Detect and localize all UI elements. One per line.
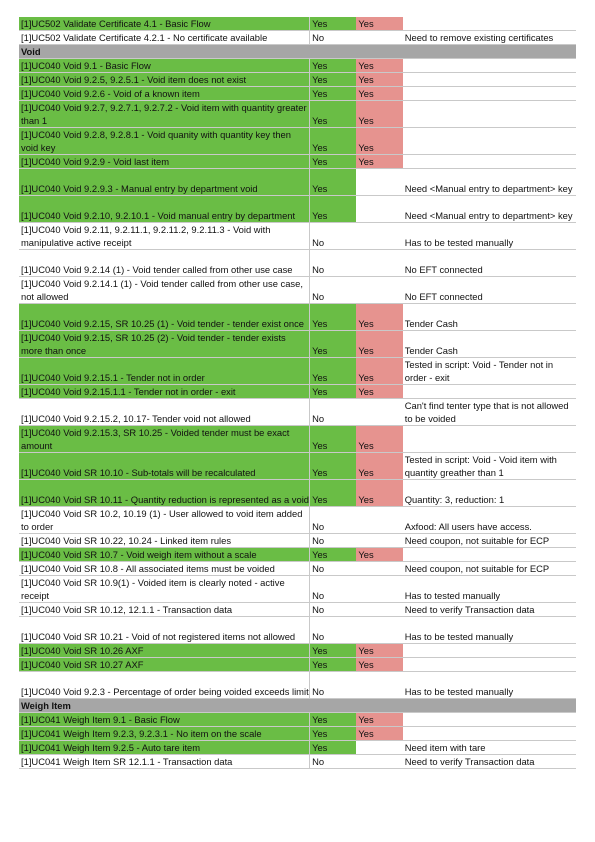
comment-cell: [403, 87, 576, 101]
table-row: [19, 385, 576, 399]
test-case-name: [1]UC040 Void 9.2.15, SR 10.25 (1) - Void tender - tender exist once: [19, 304, 310, 331]
comment-cell: [403, 426, 576, 453]
automated-cell: No: [310, 534, 357, 548]
automated-cell: No: [310, 250, 357, 277]
table-row: [19, 713, 576, 727]
table-row: [19, 169, 576, 196]
result-cell: Yes: [356, 358, 402, 385]
test-case-name: [1]UC040 Void SR 10.2, 10.19 (1) - User allowed to void item added to order: [19, 507, 310, 534]
comment-cell: No EFT connected: [403, 277, 576, 304]
test-case-name: [1]UC502 Validate Certificate 4.2.1 - No certificate available: [19, 31, 310, 45]
table-row: [19, 223, 576, 250]
test-case-name: [1]UC040 Void 9.2.8, 9.2.8.1 - Void quanity with quantity key then void key: [19, 128, 310, 155]
automated-cell: No: [310, 277, 357, 304]
section-title: Weigh Item: [19, 699, 576, 713]
comment-cell: [403, 727, 576, 741]
test-case-name: [1]UC040 Void SR 10.8 - All associated items must be voided: [19, 562, 310, 576]
automated-cell: No: [310, 672, 357, 699]
comment-cell: Has to tested manually: [403, 576, 576, 603]
table-row: [19, 562, 576, 576]
comment-cell: [403, 155, 576, 169]
comment-cell: [403, 385, 576, 399]
result-cell: Yes: [356, 128, 402, 155]
result-cell: [356, 31, 402, 45]
table-row: [19, 87, 576, 101]
table-row: [19, 358, 576, 385]
automated-cell: Yes: [310, 155, 357, 169]
automated-cell: No: [310, 507, 357, 534]
table-row: [19, 658, 576, 672]
automated-cell: Yes: [310, 169, 357, 196]
test-case-name: [1]UC040 Void SR 10.27 AXF: [19, 658, 310, 672]
table-row: [19, 617, 576, 644]
automated-cell: No: [310, 223, 357, 250]
test-case-name: [1]UC502 Validate Certificate 4.1 - Basic Flow: [19, 17, 310, 31]
result-cell: Yes: [356, 87, 402, 101]
automated-cell: No: [310, 755, 357, 769]
automated-cell: Yes: [310, 87, 357, 101]
table-row: [19, 196, 576, 223]
comment-cell: Tested in script: Void - Tender not in order - exit: [403, 358, 576, 385]
test-case-name: [1]UC040 Void 9.2.15.1.1 - Tender not in order - exit: [19, 385, 310, 399]
automated-cell: Yes: [310, 727, 357, 741]
table-row: [19, 548, 576, 562]
result-cell: Yes: [356, 548, 402, 562]
result-cell: Yes: [356, 73, 402, 87]
comment-cell: Need <Manual entry to department> key: [403, 196, 576, 223]
comment-cell: No EFT connected: [403, 250, 576, 277]
result-cell: Yes: [356, 17, 402, 31]
comment-cell: Can't find tenter type that is not allowed to be voided: [403, 399, 576, 426]
test-case-name: [1]UC040 Void SR 10.11 - Quantity reduction is represented as a void: [19, 480, 310, 507]
comment-cell: Has to be tested manually: [403, 617, 576, 644]
table-row: [19, 672, 576, 699]
comment-cell: [403, 128, 576, 155]
result-cell: [356, 617, 402, 644]
table-row: [19, 426, 576, 453]
table-row: [19, 101, 576, 128]
automated-cell: No: [310, 603, 357, 617]
comment-cell: Has to be tested manually: [403, 672, 576, 699]
comment-cell: Quantity: 3, reduction: 1: [403, 480, 576, 507]
result-cell: [356, 169, 402, 196]
table-row: [19, 155, 576, 169]
automated-cell: Yes: [310, 331, 357, 358]
result-cell: Yes: [356, 480, 402, 507]
automated-cell: Yes: [310, 128, 357, 155]
table-row: [19, 250, 576, 277]
comment-cell: Need to remove existing certificates: [403, 31, 576, 45]
section-header: [19, 699, 576, 713]
test-case-name: [1]UC040 Void 9.2.11, 9.2.11.1, 9.2.11.2, 9.2.11.3 - Void with manipulative active receipt: [19, 223, 310, 250]
table-row: [19, 507, 576, 534]
comment-cell: Tender Cash: [403, 331, 576, 358]
comment-cell: Need coupon, not suitable for ECP: [403, 562, 576, 576]
result-cell: [356, 534, 402, 548]
result-cell: Yes: [356, 155, 402, 169]
comment-cell: Axfood: All users have access.: [403, 507, 576, 534]
automated-cell: No: [310, 617, 357, 644]
automated-cell: No: [310, 399, 357, 426]
automated-cell: No: [310, 562, 357, 576]
test-case-name: [1]UC040 Void SR 10.26 AXF: [19, 644, 310, 658]
test-case-name: [1]UC040 Void 9.2.14.1 (1) - Void tender called from other use case, not allowed: [19, 277, 310, 304]
test-case-name: [1]UC040 Void 9.2.14 (1) - Void tender called from other use case: [19, 250, 310, 277]
test-case-name: [1]UC041 Weigh Item 9.2.3, 9.2.3.1 - No item on the scale: [19, 727, 310, 741]
result-cell: [356, 562, 402, 576]
result-cell: Yes: [356, 453, 402, 480]
automated-cell: Yes: [310, 59, 357, 73]
automated-cell: Yes: [310, 73, 357, 87]
comment-cell: [403, 713, 576, 727]
result-cell: [356, 755, 402, 769]
comment-cell: [403, 658, 576, 672]
comment-cell: Need to verify Transaction data: [403, 755, 576, 769]
table-row: [19, 576, 576, 603]
test-case-name: [1]UC040 Void SR 10.7 - Void weigh item without a scale: [19, 548, 310, 562]
test-case-name: [1]UC040 Void 9.2.7, 9.2.7.1, 9.2.7.2 - Void item with quantity greater than 1: [19, 101, 310, 128]
result-cell: Yes: [356, 727, 402, 741]
automated-cell: Yes: [310, 658, 357, 672]
table-row: [19, 399, 576, 426]
result-cell: [356, 277, 402, 304]
comment-cell: [403, 644, 576, 658]
table-row: [19, 480, 576, 507]
comment-cell: Need coupon, not suitable for ECP: [403, 534, 576, 548]
result-cell: [356, 507, 402, 534]
test-case-name: [1]UC040 Void SR 10.21 - Void of not registered items not allowed: [19, 617, 310, 644]
test-case-name: [1]UC040 Void 9.2.15.2, 10.17- Tender void not allowed: [19, 399, 310, 426]
result-cell: [356, 603, 402, 617]
automated-cell: Yes: [310, 101, 357, 128]
result-cell: Yes: [356, 304, 402, 331]
result-cell: Yes: [356, 59, 402, 73]
automated-cell: Yes: [310, 304, 357, 331]
test-case-name: [1]UC040 Void 9.2.5, 9.2.5.1 - Void item does not exist: [19, 73, 310, 87]
result-cell: Yes: [356, 644, 402, 658]
automated-cell: Yes: [310, 358, 357, 385]
comment-cell: Need to verify Transaction data: [403, 603, 576, 617]
automated-cell: Yes: [310, 644, 357, 658]
result-cell: Yes: [356, 658, 402, 672]
comment-cell: [403, 548, 576, 562]
table-row: [19, 755, 576, 769]
automated-cell: Yes: [310, 426, 357, 453]
test-case-name: [1]UC041 Weigh Item SR 12.1.1 - Transaction data: [19, 755, 310, 769]
result-cell: [356, 741, 402, 755]
table-row: [19, 59, 576, 73]
result-cell: Yes: [356, 101, 402, 128]
comment-cell: [403, 59, 576, 73]
result-cell: [356, 672, 402, 699]
test-case-name: [1]UC040 Void 9.2.15.1 - Tender not in order: [19, 358, 310, 385]
table-row: [19, 727, 576, 741]
test-case-name: [1]UC040 Void 9.2.15, SR 10.25 (2) - Void tender - tender exists more than once: [19, 331, 310, 358]
result-cell: [356, 223, 402, 250]
comment-cell: Has to be tested manually: [403, 223, 576, 250]
automated-cell: Yes: [310, 548, 357, 562]
table-row: [19, 453, 576, 480]
test-case-name: [1]UC040 Void 9.2.15.3, SR 10.25 - Voided tender must be exact amount: [19, 426, 310, 453]
test-case-name: [1]UC040 Void 9.2.3 - Percentage of order being voided exceeds limit: [19, 672, 310, 699]
table-row: [19, 17, 576, 31]
result-cell: Yes: [356, 713, 402, 727]
test-case-name: [1]UC040 Void SR 10.12, 12.1.1 - Transaction data: [19, 603, 310, 617]
automated-cell: No: [310, 576, 357, 603]
table-row: [19, 128, 576, 155]
table-row: [19, 644, 576, 658]
comment-cell: [403, 73, 576, 87]
comment-cell: [403, 101, 576, 128]
table-row: [19, 277, 576, 304]
test-case-name: [1]UC040 Void 9.2.9.3 - Manual entry by department void: [19, 169, 310, 196]
test-case-name: [1]UC040 Void SR 10.10 - Sub-totals will be recalculated: [19, 453, 310, 480]
automated-cell: Yes: [310, 713, 357, 727]
table-row: [19, 31, 576, 45]
table-row: [19, 603, 576, 617]
test-case-name: [1]UC040 Void 9.2.10, 9.2.10.1 - Void manual entry by department: [19, 196, 310, 223]
result-cell: [356, 576, 402, 603]
test-case-name: [1]UC041 Weigh Item 9.1 - Basic Flow: [19, 713, 310, 727]
automated-cell: Yes: [310, 480, 357, 507]
table-row: [19, 331, 576, 358]
automated-cell: Yes: [310, 741, 357, 755]
test-case-name: [1]UC040 Void 9.1 - Basic Flow: [19, 59, 310, 73]
table-row: [19, 73, 576, 87]
automated-cell: No: [310, 31, 357, 45]
comment-cell: [403, 17, 576, 31]
test-case-name: [1]UC040 Void SR 10.9(1) - Voided item is clearly noted - active receipt: [19, 576, 310, 603]
result-cell: Yes: [356, 426, 402, 453]
table-row: [19, 741, 576, 755]
automated-cell: Yes: [310, 17, 357, 31]
result-cell: Yes: [356, 385, 402, 399]
comment-cell: Tested in script: Void - Void item with quantity greather than 1: [403, 453, 576, 480]
comment-cell: Need <Manual entry to department> key: [403, 169, 576, 196]
test-case-name: [1]UC040 Void SR 10.22, 10.24 - Linked item rules: [19, 534, 310, 548]
result-cell: [356, 399, 402, 426]
table-row: [19, 304, 576, 331]
test-case-name: [1]UC040 Void 9.2.6 - Void of a known item: [19, 87, 310, 101]
test-case-name: [1]UC041 Weigh Item 9.2.5 - Auto tare item: [19, 741, 310, 755]
automated-cell: Yes: [310, 385, 357, 399]
automated-cell: Yes: [310, 453, 357, 480]
test-case-name: [1]UC040 Void 9.2.9 - Void last item: [19, 155, 310, 169]
result-cell: [356, 196, 402, 223]
test-case-table: [19, 17, 576, 769]
table-row: [19, 534, 576, 548]
comment-cell: Need item with tare: [403, 741, 576, 755]
result-cell: Yes: [356, 331, 402, 358]
result-cell: [356, 250, 402, 277]
section-header: [19, 45, 576, 59]
section-title: Void: [19, 45, 576, 59]
comment-cell: Tender Cash: [403, 304, 576, 331]
automated-cell: Yes: [310, 196, 357, 223]
